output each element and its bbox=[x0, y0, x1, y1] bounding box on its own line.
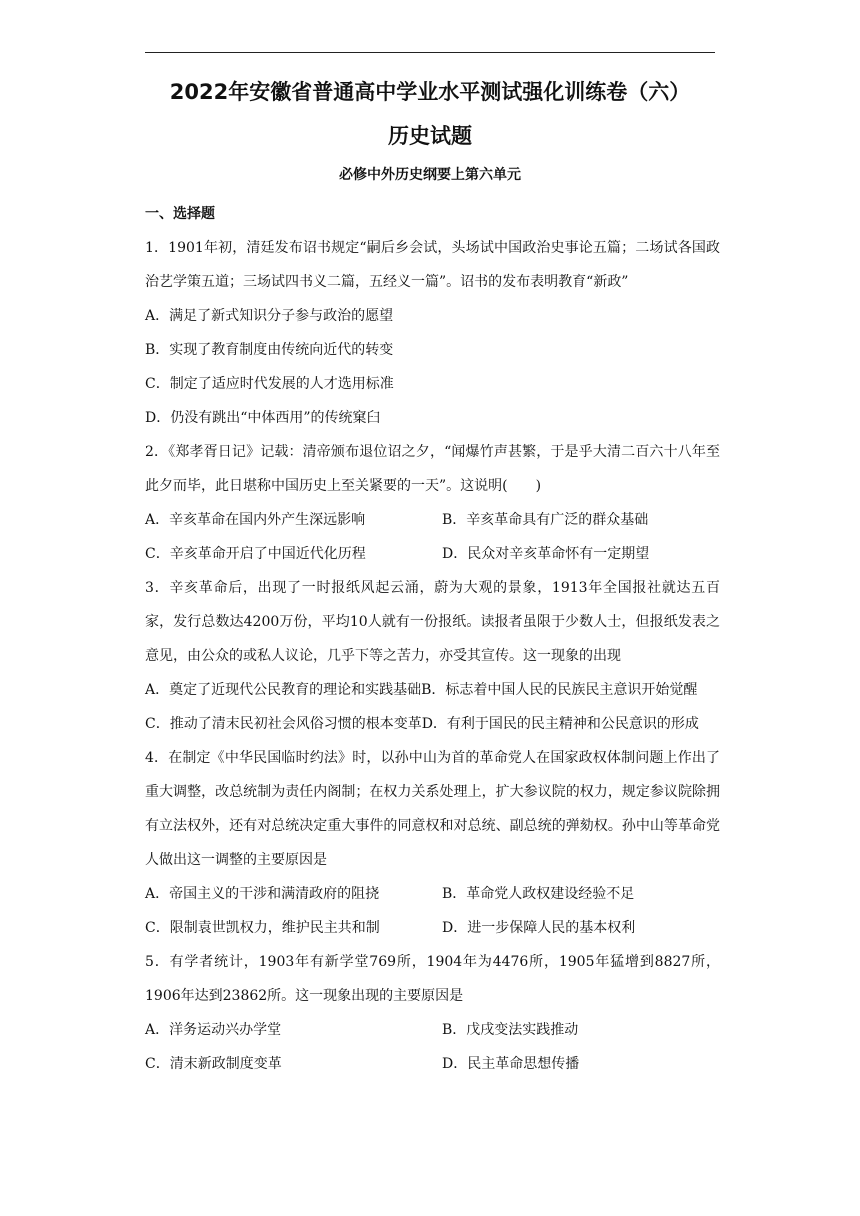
question-1-option-a: A．满足了新式知识分子参与政治的愿望 bbox=[145, 308, 394, 324]
question-2-options-row-2 bbox=[145, 537, 720, 571]
question-5-option-a: A．洋务运动兴办学堂 bbox=[145, 1022, 282, 1038]
page-subtitle: 历史试题 bbox=[388, 124, 472, 148]
question-4-option-b: B．革命党人政权建设经验不足 bbox=[442, 886, 635, 902]
question-2-stem: 2．《郑孝胥日记》记载：清帝颁布退位诏之夕，“闻爆竹声甚繁，于是乎大清二百六十八年至此夕而毕，此日堪称中国历史上至关紧要的一天”。这说明( ) bbox=[145, 444, 720, 494]
question-5-option-c: C．清末新政制度变革 bbox=[145, 1056, 282, 1072]
question-4-option-a: A．帝国主义的干涉和满清政府的阻挠 bbox=[145, 886, 380, 902]
question-5-options-row-1 bbox=[145, 1013, 720, 1047]
exam-scope: 必修中外历史纲要上第六单元 bbox=[339, 167, 521, 183]
question-4-options-row-2 bbox=[145, 911, 720, 945]
question-5-options-row-2 bbox=[145, 1047, 720, 1081]
question-2-option-c: C．辛亥革命开启了中国近代化历程 bbox=[145, 546, 366, 562]
question-2-options-row-1 bbox=[145, 503, 720, 537]
question-1-option-c: C．制定了适应时代发展的人才选用标准 bbox=[145, 376, 394, 392]
question-2-option-d: D．民众对辛亥革命怀有一定期望 bbox=[442, 546, 650, 562]
question-3-stem: 3．辛亥革命后，出现了一时报纸风起云涌，蔚为大观的景象，1913年全国报社就达五百家，发行总数达4200万份，平均10人就有一份报纸。读报者虽限于少数人士，但报纸发表之意见，由公众的或私人议论，几乎下等之苦力，亦受其宣传。这一现象的出现 bbox=[145, 580, 720, 664]
question-4-option-d: D．进一步保障人民的基本权利 bbox=[442, 920, 636, 936]
question-4-stem: 4．在制定《中华民国临时约法》时，以孙中山为首的革命党人在国家政权体制问题上作出了重大调整，改总统制为责任内阁制；在权力关系处理上，扩大参议院的权力，规定参议院除拥有立法权外，还有对总统决定重大事件的同意权和对总统、副总统的弹劾权。孙中山等革命党人做出这一调整的主要原因是 bbox=[145, 750, 720, 868]
exam-content bbox=[145, 197, 720, 1081]
question-4-options-row-1 bbox=[145, 877, 720, 911]
question-1-option-b: B．实现了教育制度由传统向近代的转变 bbox=[145, 342, 394, 358]
question-5-option-b: B．戊戌变法实践推动 bbox=[442, 1022, 579, 1038]
section-heading: 一、选择题 bbox=[145, 206, 215, 222]
question-5-stem: 5．有学者统计，1903年有新学堂769所，1904年为4476所，1905年猛增到8827所，1906年达到23862所。这一现象出现的主要原因是 bbox=[145, 954, 720, 1004]
question-5-option-d: D．民主革命思想传播 bbox=[442, 1056, 580, 1072]
question-3-option-ab: A．奠定了近现代公民教育的理论和实践基础B．标志着中国人民的民族民主意识开始觉醒 bbox=[145, 682, 698, 698]
question-2-option-b: B．辛亥革命具有广泛的群众基础 bbox=[442, 512, 649, 528]
page-title: 2022年安徽省普通高中学业水平测试强化训练卷（六） bbox=[169, 80, 691, 104]
question-1-stem: 1．1901年初，清廷发布诏书规定“嗣后乡会试，头场试中国政治史事论五篇；二场试各国政治艺学策五道；三场试四书义二篇，五经义一篇”。诏书的发布表明教育“新政” bbox=[145, 240, 720, 290]
header-rule bbox=[145, 52, 715, 53]
question-3-option-cd: C．推动了清末民初社会风俗习惯的根本变革D．有利于国民的民主精神和公民意识的形成 bbox=[145, 716, 699, 732]
question-4-option-c: C．限制袁世凯权力，维护民主共和制 bbox=[145, 920, 380, 936]
question-2-option-a: A．辛亥革命在国内外产生深远影响 bbox=[145, 512, 366, 528]
question-1-option-d: D．仍没有跳出“中体西用”的传统窠臼 bbox=[145, 410, 381, 426]
